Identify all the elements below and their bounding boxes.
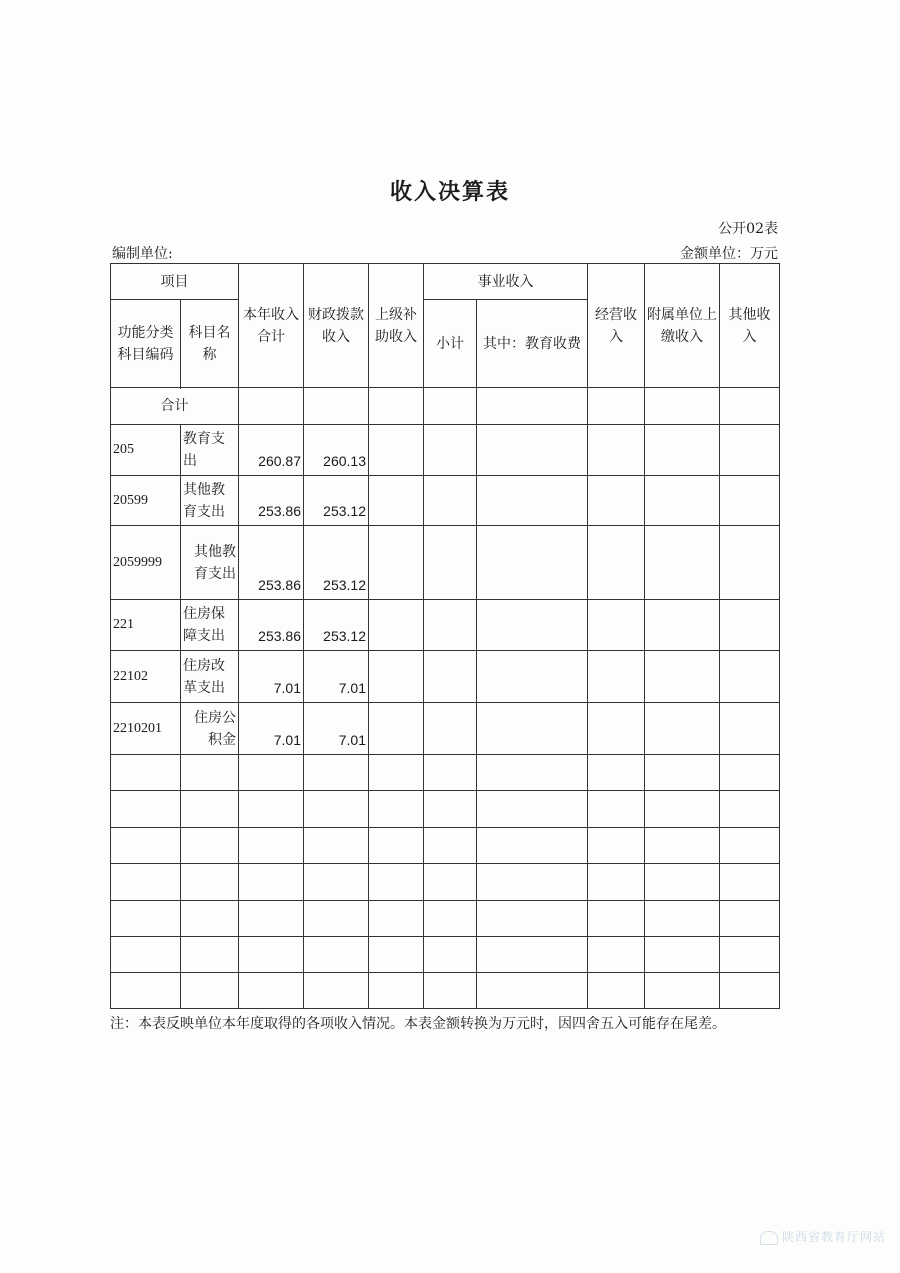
table-cell bbox=[424, 388, 477, 425]
table-row bbox=[111, 425, 780, 476]
header-operating-income: 经营收入 bbox=[588, 264, 645, 388]
row-total: 7.01 bbox=[239, 703, 304, 755]
watermark-logo-icon bbox=[760, 1231, 778, 1245]
row-name: 住房公积金 bbox=[181, 703, 239, 755]
header-subject-name: 科目名称 bbox=[181, 300, 239, 388]
table-row bbox=[111, 476, 780, 526]
table-cell bbox=[645, 388, 720, 425]
empty-row bbox=[111, 937, 780, 973]
empty-row bbox=[111, 755, 780, 791]
row-fiscal: 253.12 bbox=[304, 600, 369, 651]
table-cell bbox=[239, 388, 304, 425]
row-name: 教育支出 bbox=[181, 425, 239, 476]
row-code: 2210201 bbox=[111, 703, 181, 755]
table-cell bbox=[477, 388, 588, 425]
row-total: 7.01 bbox=[239, 651, 304, 703]
form-code: 公开02表 bbox=[718, 221, 778, 237]
watermark-text: 陕西省教育厅网站 bbox=[781, 1230, 886, 1244]
header-func-code: 功能分类科目编码 bbox=[111, 300, 181, 388]
watermark bbox=[760, 1228, 886, 1245]
header-edu-fee: 其中：教育收费 bbox=[477, 300, 588, 388]
row-total: 253.86 bbox=[239, 476, 304, 526]
row-code: 205 bbox=[111, 425, 181, 476]
empty-row bbox=[111, 791, 780, 828]
table-cell bbox=[720, 388, 780, 425]
table-cell bbox=[304, 388, 369, 425]
empty-row bbox=[111, 828, 780, 864]
document-title: 收入决算表 bbox=[389, 179, 510, 205]
unit-label: 编制单位: bbox=[112, 246, 173, 262]
header-subtotal: 小计 bbox=[424, 300, 477, 388]
row-total: 253.86 bbox=[239, 526, 304, 600]
header-fiscal-income: 财政拨款收入 bbox=[304, 264, 369, 388]
row-fiscal: 7.01 bbox=[304, 651, 369, 703]
row-total: 253.86 bbox=[239, 600, 304, 651]
row-name: 其他教育支出 bbox=[181, 526, 239, 600]
table-cell bbox=[588, 388, 645, 425]
income-table bbox=[110, 263, 780, 1009]
empty-row bbox=[111, 864, 780, 901]
row-fiscal: 7.01 bbox=[304, 703, 369, 755]
row-name: 其他教育支出 bbox=[181, 476, 239, 526]
row-code: 20599 bbox=[111, 476, 181, 526]
empty-row bbox=[111, 901, 780, 937]
row-fiscal: 253.12 bbox=[304, 476, 369, 526]
row-fiscal: 260.13 bbox=[304, 425, 369, 476]
row-code: 221 bbox=[111, 600, 181, 651]
total-label: 合计 bbox=[111, 388, 239, 425]
header-affiliated-income: 附属单位上缴收入 bbox=[645, 264, 720, 388]
row-total: 260.87 bbox=[239, 425, 304, 476]
footnote: 注：本表反映单位本年度取得的各项收入情况。本表金额转换为万元时，因四舍五入可能存在尾差。 bbox=[110, 1016, 726, 1032]
empty-row bbox=[111, 973, 780, 1009]
row-name: 住房改革支出 bbox=[181, 651, 239, 703]
table-cell bbox=[369, 388, 424, 425]
header-superior-subsidy: 上级补助收入 bbox=[369, 264, 424, 388]
row-fiscal: 253.12 bbox=[304, 526, 369, 600]
table-row bbox=[111, 600, 780, 651]
table-row bbox=[111, 651, 780, 703]
header-total-income: 本年收入合计 bbox=[239, 264, 304, 388]
row-name: 住房保障支出 bbox=[181, 600, 239, 651]
money-unit: 金额单位：万元 bbox=[680, 246, 778, 262]
row-code: 22102 bbox=[111, 651, 181, 703]
header-item: 项目 bbox=[111, 264, 239, 300]
table-row bbox=[111, 703, 780, 755]
table-row bbox=[111, 526, 780, 600]
row-code: 2059999 bbox=[111, 526, 181, 600]
header-business-income: 事业收入 bbox=[424, 264, 588, 300]
header-other-income: 其他收入 bbox=[720, 264, 780, 388]
